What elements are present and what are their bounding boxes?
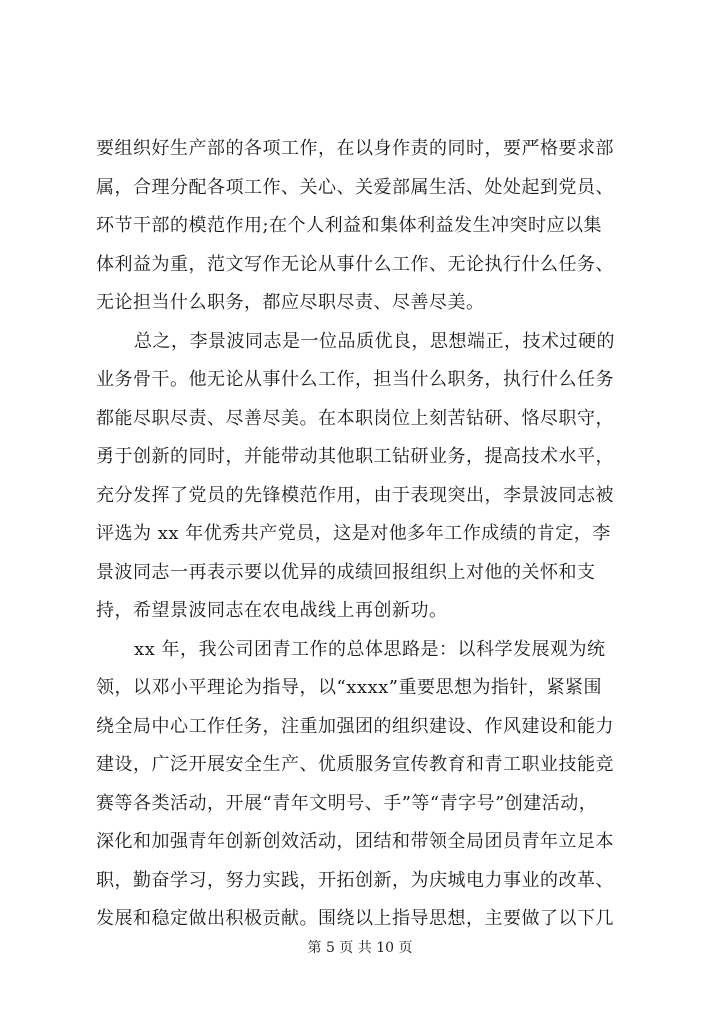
paragraph-3-line-2: 领，以邓小平理论为指导，以“xxxx”重要思想为指针，紧紧围: [96, 677, 603, 698]
paragraph-1-line-5: 无论担当什么职务，都应尽职尽责、尽善尽美。: [96, 292, 485, 313]
paragraph-3-line-8: 发展和稳定做出积极贡献。围绕以上指导思想，主要做了以下几: [96, 908, 614, 929]
paragraph-2-line-3: 都能尽职尽责、尽善尽美。在本职岗位上刻苦钻研、恪尽职守，: [96, 407, 614, 429]
paragraph-2-line-1: 总之，李景波同志是一位品质优良，思想端正，技术过硬的: [134, 330, 615, 352]
paragraph-2-line-5: 充分发挥了党员的先锋模范作用，由于表现突出，李景波同志被: [96, 484, 614, 506]
page-number-footer: 第 5 页 共 10 页: [307, 940, 413, 956]
paragraph-3-line-7: 职，勤奋学习，努力实践，开拓创新，为庆城电力事业的改革、: [96, 869, 614, 891]
body-text: [96, 130, 630, 939]
paragraph-2-line-4: 勇于创新的同时，并能带动其他职工钻研业务，提高技术水平，: [96, 446, 614, 467]
paragraph-2-line-7: 景波同志一再表示要以优异的成绩回报组织上对他的关怀和支: [96, 561, 596, 583]
paragraph-3-line-6: 深化和加强青年创新创效活动，团结和带领全局团员青年立足本: [96, 831, 614, 852]
paragraph-1-line-3: 环节干部的模范作用;在个人利益和集体利益发生冲突时应以集: [96, 215, 603, 236]
paragraph-3-line-5: 赛等各类活动，开展“青年文明号、手”等“青字号”创建活动，: [96, 792, 598, 814]
paragraph-1-line-1: 要组织好生产部的各项工作，在以身作责的同时，要严格要求部: [96, 138, 614, 159]
paragraph-1-line-2: 属，合理分配各项工作、关心、关爱部属生活、处处起到党员、: [96, 176, 614, 198]
paragraph-3-line-4: 建设，广泛开展安全生产、优质服务宣传教育和青工职业技能竞: [96, 754, 614, 775]
paragraph-1-line-4: 体利益为重，范文写作无论从事什么工作、无论执行什么任务、: [96, 253, 614, 275]
paragraph-2-line-2: 业务骨干。他无论从事什么工作，担当什么职务，执行什么任务: [96, 369, 614, 390]
paragraph-2-line-6: 评选为 xx 年优秀共产党员，这是对他多年工作成绩的肯定，李: [96, 523, 611, 544]
paragraph-2-line-8: 持，希望景波同志在农电战线上再创新功。: [96, 600, 448, 621]
paragraph-3-line-1: xx 年，我公司团青工作的总体思路是：以科学发展观为统: [134, 638, 606, 660]
paragraph-3-line-3: 绕全局中心工作任务，注重加强团的组织建设、作风建设和能力: [96, 715, 614, 737]
